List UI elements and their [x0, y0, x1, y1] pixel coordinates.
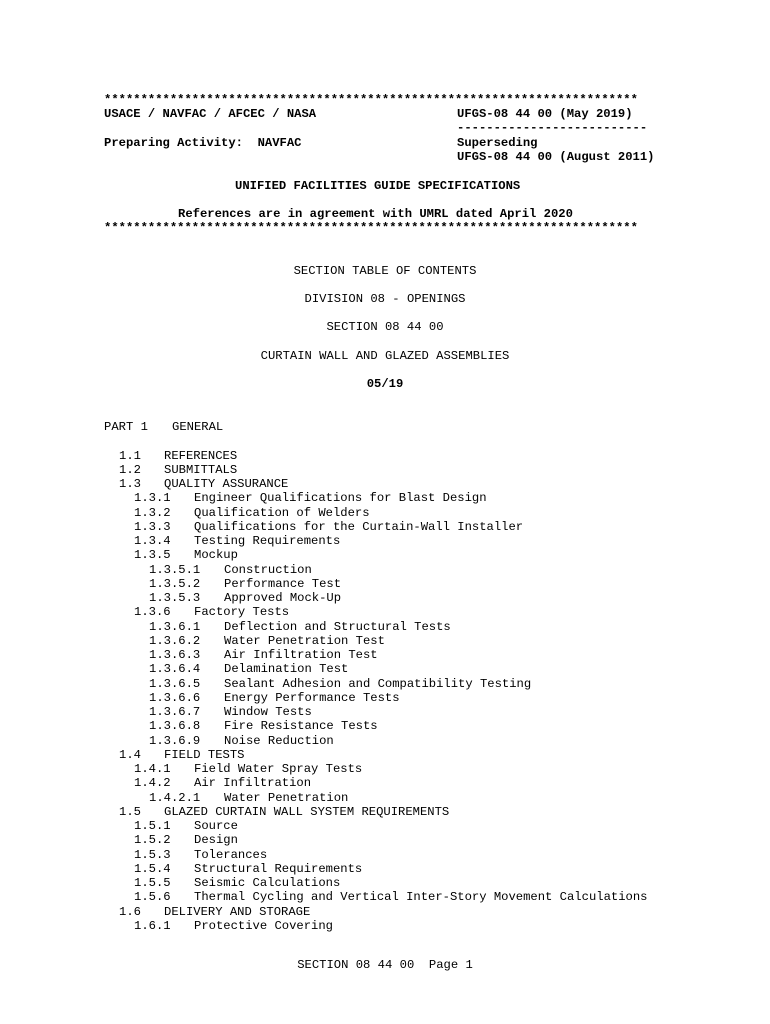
toc-entry-number: 1.5 [119, 804, 141, 819]
toc-entry-number: 1.5.4 [134, 861, 171, 876]
header-guide-title: UNIFIED FACILITIES GUIDE SPECIFICATIONS [235, 179, 521, 193]
toc-entry-label: Design [194, 833, 238, 848]
header-stars-top: ************************************************************************* [104, 93, 638, 107]
toc-entry [149, 577, 341, 591]
toc-entry-number: 1.3.3 [134, 519, 171, 534]
toc-entry [149, 620, 451, 634]
toc-entry-label: Testing Requirements [194, 534, 341, 548]
toc-entry [149, 648, 378, 662]
toc-entry [119, 477, 288, 491]
toc-entry-label: Delamination Test [224, 662, 349, 677]
toc-entry [134, 833, 238, 847]
toc-part-heading [104, 420, 223, 434]
toc-entry-number: 1.3.6.2 [149, 633, 201, 648]
toc-entry [149, 791, 348, 805]
toc-entry-number: 1.5.2 [134, 833, 171, 848]
toc-entry-label: Thermal Cycling and Vertical Inter-Story Movement Calculations [194, 890, 648, 905]
toc-entry-number: 1.4 [119, 747, 141, 762]
section-name: CURTAIN WALL AND GLAZED ASSEMBLIES [260, 349, 510, 363]
toc-entry [149, 734, 334, 748]
toc-entry-number: 1.3.6 [134, 605, 171, 620]
toc-entry-label: Seismic Calculations [194, 876, 341, 890]
toc-heading: SECTION TABLE OF CONTENTS [293, 264, 477, 278]
toc-entry-label: Performance Test [224, 576, 342, 591]
toc-entry-label: Protective Covering [194, 918, 333, 933]
toc-entry-label: Fire Resistance Tests [224, 719, 378, 734]
toc-entry-label: Factory Tests [194, 605, 290, 620]
toc-entry-label: Sealant Adhesion and Compatibility Testing [224, 676, 532, 691]
division-title: DIVISION 08 - OPENINGS [304, 292, 466, 306]
toc-entry-label: Water Penetration [224, 790, 349, 805]
toc-entry-label: Source [194, 819, 238, 833]
toc-entry-number: 1.3.5 [134, 548, 171, 563]
toc-entry-number: 1.3.6.1 [149, 619, 201, 634]
toc-entry-label: Energy Performance Tests [224, 690, 400, 705]
toc-entry-number: 1.3.4 [134, 534, 171, 548]
toc-entry-label: Tolerances [194, 847, 268, 862]
toc-entry [134, 605, 289, 619]
toc-entry-label: GENERAL [172, 420, 224, 434]
toc-entry-number: 1.4.2 [134, 776, 171, 791]
toc-entry-label: Air Infiltration [194, 776, 312, 791]
toc-entry-label: SUBMITTALS [164, 462, 238, 477]
toc-entry-label: Engineer Qualifications for Blast Design [194, 491, 487, 506]
toc-entry-label: Structural Requirements [194, 861, 363, 876]
toc-entry-number: 1.6.1 [134, 918, 171, 933]
toc-entry [134, 890, 647, 904]
toc-entry-number: 1.3.6.3 [149, 648, 201, 662]
toc-entry [149, 677, 531, 691]
toc-entry-label: Air Infiltration Test [224, 648, 378, 662]
toc-entry-number: 1.3.6.7 [149, 705, 201, 719]
toc-entry [134, 506, 370, 520]
toc-entry-number: 1.5.1 [134, 819, 171, 833]
toc-entry [134, 876, 340, 890]
toc-entry-label: Field Water Spray Tests [194, 762, 363, 776]
toc-entry [134, 848, 267, 862]
toc-entry-label: FIELD TESTS [164, 747, 245, 762]
toc-entry-label: Mockup [194, 548, 238, 563]
toc-entry-label: Approved Mock-Up [224, 591, 342, 605]
toc-entry-label: Qualification of Welders [194, 505, 370, 520]
toc-entry [134, 520, 523, 534]
toc-entry-label: Water Penetration Test [224, 633, 385, 648]
toc-entry-number: 1.3 [119, 477, 141, 491]
toc-entry-label: GLAZED CURTAIN WALL SYSTEM REQUIREMENTS [164, 804, 450, 819]
page-footer: SECTION 08 44 00 Page 1 [297, 958, 473, 972]
toc-entry-label: REFERENCES [164, 448, 238, 463]
toc-entry [134, 491, 487, 505]
toc-entry-label: Construction [224, 562, 312, 577]
toc-entry-number: 1.3.6.5 [149, 676, 201, 691]
toc-entry-number: 1.1 [119, 448, 141, 463]
toc-entry [134, 548, 238, 562]
toc-entry [134, 862, 362, 876]
toc-entry [149, 705, 312, 719]
header-stars-bottom: ************************************************************************* [104, 221, 638, 235]
toc-entry [149, 591, 341, 605]
toc-entry [134, 762, 362, 776]
toc-entry-label: Window Tests [224, 705, 312, 719]
toc-entry [134, 776, 311, 790]
toc-entry-number: 1.3.5.3 [149, 591, 201, 605]
toc-entry [149, 634, 385, 648]
toc-entry-number: PART 1 [104, 420, 148, 434]
toc-entry-number: 1.5.3 [134, 847, 171, 862]
toc-entry [149, 563, 312, 577]
toc-entry-number: 1.3.5.2 [149, 576, 201, 591]
section-number: SECTION 08 44 00 [326, 320, 444, 334]
toc-entry-number: 1.3.1 [134, 491, 171, 506]
header-references-note: References are in agreement with UMRL dated April 2020 [178, 207, 573, 221]
toc-entry-number: 1.3.6.4 [149, 662, 201, 677]
toc-entry-number: 1.4.2.1 [149, 790, 201, 805]
header-superseded-spec: UFGS-08 44 00 (August 2011) [457, 150, 655, 164]
toc-entry-label: Qualifications for the Curtain-Wall Installer [194, 519, 524, 534]
toc-entry-number: 1.3.6.9 [149, 733, 201, 748]
toc-entry [149, 691, 400, 705]
toc-entry-number: 1.5.6 [134, 890, 171, 905]
toc-entry-number: 1.3.2 [134, 505, 171, 520]
toc-entry-number: 1.4.1 [134, 762, 171, 776]
toc-entry-number: 1.3.6.8 [149, 719, 201, 734]
toc-entry-number: 1.2 [119, 462, 141, 477]
toc-entry-number: 1.6 [119, 904, 141, 919]
header-preparing-activity: Preparing Activity: NAVFAC [104, 136, 302, 150]
header-dash-line: -------------------------- [457, 121, 648, 135]
header-agencies: USACE / NAVFAC / AFCEC / NASA [104, 107, 317, 121]
toc-entry-label: Deflection and Structural Tests [224, 619, 451, 634]
toc-entry-number: 1.3.6.6 [149, 690, 201, 705]
toc-entry [149, 719, 378, 733]
section-date: 05/19 [366, 377, 404, 391]
toc-entry-label: QUALITY ASSURANCE [164, 477, 289, 491]
toc-entry [134, 534, 340, 548]
toc-entry [119, 748, 244, 762]
header-superseding-label: Superseding [457, 136, 538, 150]
toc-entry-label: Noise Reduction [224, 733, 334, 748]
toc-entry [134, 819, 238, 833]
toc-entry [119, 805, 449, 819]
toc-entry [119, 905, 310, 919]
toc-entry [134, 919, 333, 933]
toc-entry [149, 662, 348, 676]
toc-entry [119, 463, 237, 477]
toc-entry-number: 1.3.5.1 [149, 562, 201, 577]
toc-entry-number: 1.5.5 [134, 876, 171, 890]
header-spec-id: UFGS-08 44 00 (May 2019) [457, 107, 633, 121]
toc-entry [119, 449, 237, 463]
toc-entry-label: DELIVERY AND STORAGE [164, 904, 311, 919]
